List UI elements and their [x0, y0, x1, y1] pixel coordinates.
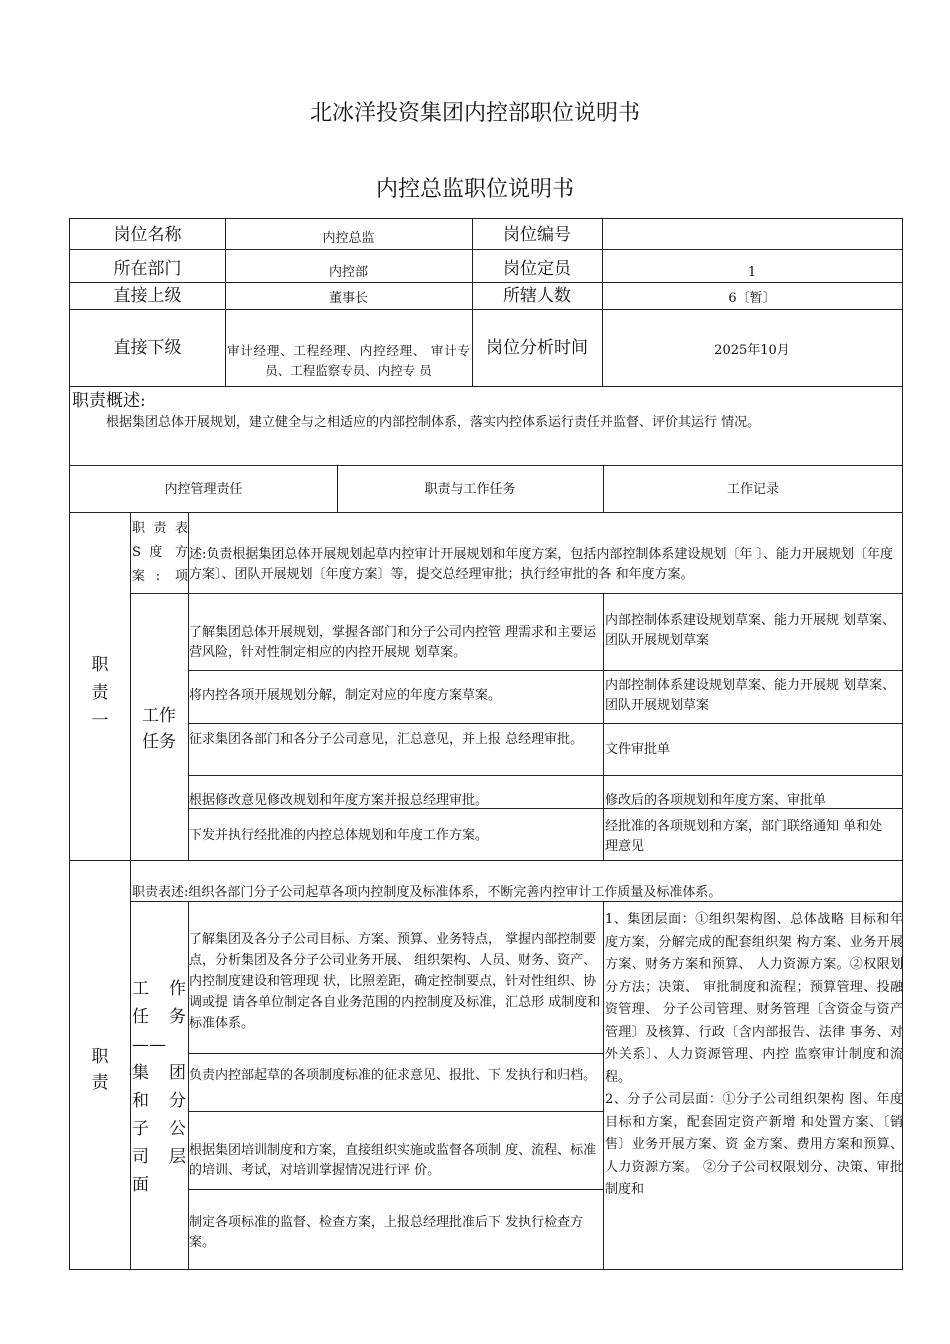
subordinates-value: 审计经理、工程经理、内控经理、 审计专员、工程监察专员、内控专 员	[227, 343, 470, 378]
duty-two-records: 1、集团层面：①组织架构图、总体战略 目标和年度方案，分解完成的配套组织架 构方案、业务开展方案、财务方案和预算、 人力资源方案。②权限划分方法；决策、 审批制度和流程；预算管理、投融资管理、 分子公司管理、财务管理〔含资金与资产 管理〕及核算、行政〔含内部报告、法律 事务、对外关系〕、人力资源管理、内控 监察审计制度和流程。 2、分子公司层面：①分子公司组织架构 图、年度目标和方案，配套固定资产新增 和处置方案、〔销售〕业务开展方案、资 金方案、费用方案和预算、人力资源方案。 ②分子公司权限划分、决策、审批制度和	[605, 912, 903, 1197]
column-tasks: 职责与工作任务	[424, 482, 516, 497]
task-row: 根据修改意见修改规划和年度方案并报总经理审批。	[189, 793, 489, 808]
summary-box	[69, 386, 903, 466]
duty-one-statement: 述:负责根据集团总体开展规划起草内控审计开展规划和年度方案，包括内部控制体系建设规划〔年 〕、能力开展规划〔年度方案〕、团队开展规划〔年度方案〕等，提交总经理审批；执行经审批的各 和年度方案。	[189, 547, 894, 582]
info-table	[69, 218, 903, 387]
task-row: 负责内控部起草的各项制度标准的征求意见、报批、下 发执行和归档。	[189, 1068, 597, 1083]
document-title: 北冰洋投资集团内控部职位说明书	[309, 101, 640, 126]
duty-one-statement-label: 职 责 表 S 度 方 案: 项	[132, 521, 188, 584]
task-row: 制定各项标准的监督、检查方案，上报总经理批准后下 发执行检查方案。	[189, 1215, 584, 1250]
summary-text: 根据集团总体开展规划，建立健全与之相适应的内部控制体系，落实内控体系运行责任并监督、评价其运行 情况。	[106, 415, 761, 430]
subordinate-count-value: 6〔暂〕	[728, 291, 776, 306]
duty-two-tasks-label: 工 作 任务 —— 集 团 和 分 子 公 司 层 面	[132, 979, 186, 1195]
superior-value: 董事长	[328, 291, 368, 306]
duty-two-label: 职 责	[91, 1047, 109, 1093]
column-responsibility: 内控管理责任	[164, 482, 243, 497]
duty-two-statement: 职责表述:组织各部门分子公司起草各项内控制度及标准体系，不断完善内控审计工作质量及标准体系。	[132, 885, 722, 900]
position-title: 内控总监职位说明书	[375, 177, 574, 202]
task-record: 内部控制体系建设规划草案、能力开展规 划草案、团队开展规划草案	[605, 678, 896, 713]
column-records: 工作记录	[726, 482, 779, 497]
task-record: 修改后的各项规划和年度方案、审批单	[605, 793, 827, 808]
subordinate-count-label: 所辖人数	[503, 286, 571, 306]
position-name-label: 岗位名称	[113, 225, 182, 245]
subordinates-label: 直接下级	[113, 338, 182, 358]
column-header-row	[69, 465, 903, 513]
superior-label: 直接上级	[113, 286, 182, 306]
duty-one-section	[69, 512, 903, 861]
analysis-time-value: 2025年10月	[714, 343, 790, 358]
analysis-time-label: 岗位分析时间	[486, 338, 588, 358]
department-label: 所在部门	[113, 259, 182, 279]
task-row: 下发并执行经批准的内控总体规划和年度工作方案。	[189, 828, 489, 843]
headcount-value: 1	[747, 265, 757, 280]
headcount-label: 岗位定员	[503, 259, 571, 279]
position-name-value: 内控总监	[322, 231, 375, 246]
task-record: 文件审批单	[605, 742, 671, 757]
summary-label: 职责概述:	[72, 391, 146, 411]
duty-two-section	[69, 860, 903, 1270]
task-record: 经批准的各项规划和方案，部门联络通知 单和处理意见	[605, 819, 883, 854]
task-row: 了解集团总体开展规划，掌握各部门和分子公司内控管 理需求和主要运营风险，针对性制定相应的内控开展规 划草案。	[189, 625, 597, 660]
task-row: 根据集团培训制度和方案，直接组织实施或监督各项制 度、流程、标准的培训、考试，对培训掌握情况进行评 价。	[189, 1143, 597, 1178]
department-value: 内控部	[328, 265, 368, 280]
task-row: 了解集团及各分子公司目标、方案、预算、业务特点， 掌握内部控制要点，分析集团及各分子公司业务开展、 组织架构、人员、财务、资产、内控制度建设和管理现 状，比照差距，确定控制要点，针对性组织、协调或提 请各单位制定各自业务范围的内控制度及标准，汇总形 成制度和标准体系。	[189, 932, 601, 1031]
task-row: 将内控各项开展规划分解，制定对应的年度方案草案。	[189, 688, 502, 703]
position-code-label: 岗位编号	[503, 225, 571, 245]
task-row: 征求集团各部门和各分子公司意见，汇总意见，并上报 总经理审批。	[189, 732, 584, 747]
duty-one-tasks-label: 工作 任务	[142, 706, 176, 752]
task-record: 内部控制体系建设规划草案、能力开展规 划草案、团队开展规划草案	[605, 613, 896, 648]
duty-one-label: 职 责 一	[91, 655, 109, 731]
